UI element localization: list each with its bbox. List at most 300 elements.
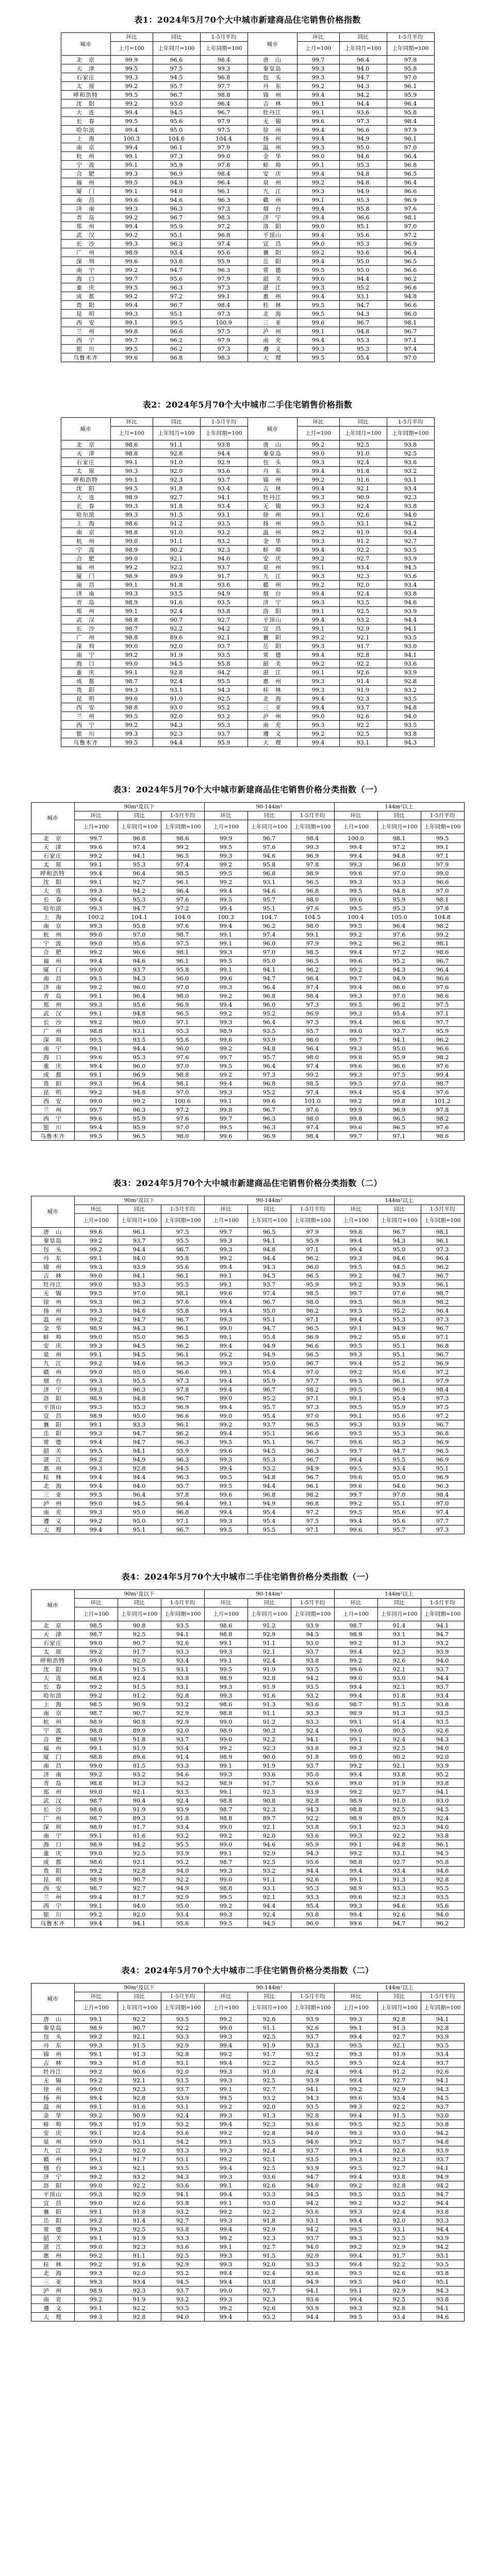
value-cell: 99.3 bbox=[204, 2032, 248, 2041]
table-row bbox=[61, 327, 434, 336]
value-cell: 99.2 bbox=[421, 930, 464, 939]
value-cell: 94.2 bbox=[118, 1840, 161, 1849]
value-cell: 99.1 bbox=[204, 2138, 248, 2146]
value-cell: 94.9 bbox=[161, 1884, 204, 1893]
value-cell: 95.9 bbox=[200, 738, 248, 747]
value-cell: 99.1 bbox=[74, 1254, 118, 1263]
value-cell: 99.3 bbox=[204, 1517, 248, 1526]
column-header: 同比 bbox=[377, 811, 421, 820]
value-cell: 94.6 bbox=[377, 1482, 421, 1490]
value-cell: 99.5 bbox=[334, 1377, 377, 1385]
city-cell: 深 圳 bbox=[31, 1036, 74, 1044]
value-cell: 99.1 bbox=[74, 2155, 118, 2164]
value-cell: 99.4 bbox=[110, 301, 153, 310]
value-cell: 93.9 bbox=[291, 2164, 334, 2173]
value-cell: 99.4 bbox=[297, 126, 339, 134]
value-cell: 97.7 bbox=[200, 82, 248, 91]
city-cell: 牡丹江 bbox=[248, 108, 297, 117]
value-cell: 96.1 bbox=[421, 1280, 464, 1289]
table-row bbox=[61, 686, 434, 694]
value-cell: 98.4 bbox=[421, 1385, 464, 1394]
value-cell: 99.6 bbox=[297, 275, 339, 283]
value-cell: 99.0 bbox=[110, 694, 153, 703]
city-cell: 泸 州 bbox=[31, 1499, 74, 1508]
table-row bbox=[31, 2076, 464, 2085]
value-cell: 91.9 bbox=[118, 2234, 161, 2243]
city-cell: 桂 林 bbox=[31, 2260, 74, 2269]
value-cell: 99.5 bbox=[297, 266, 339, 275]
value-cell: 98.1 bbox=[421, 895, 464, 904]
value-cell: 99.4 bbox=[297, 336, 339, 345]
value-cell: 96.1 bbox=[161, 1324, 204, 1333]
city-cell: 吉 林 bbox=[248, 484, 297, 493]
value-cell: 99.4 bbox=[74, 1665, 118, 1674]
value-cell: 94.6 bbox=[248, 852, 291, 860]
value-cell: 93.4 bbox=[339, 563, 387, 572]
value-cell: 99.3 bbox=[204, 1683, 248, 1691]
table-row bbox=[31, 1236, 464, 1245]
value-cell: 95.1 bbox=[421, 1464, 464, 1473]
value-cell: 92.9 bbox=[248, 2225, 291, 2234]
value-cell: 93.4 bbox=[161, 1656, 204, 1665]
city-cell: 合 肥 bbox=[31, 1735, 74, 1744]
city-cell: 大 连 bbox=[61, 493, 110, 502]
value-cell: 92.1 bbox=[118, 2164, 161, 2173]
value-cell: 93.8 bbox=[291, 1744, 334, 1753]
value-cell: 99.1 bbox=[204, 1656, 248, 1665]
value-cell: 96.4 bbox=[118, 1079, 161, 1088]
value-cell: 93.8 bbox=[421, 2208, 464, 2216]
column-header: 环比 bbox=[74, 811, 118, 820]
value-cell: 96.3 bbox=[248, 1123, 291, 1132]
value-cell: 95.9 bbox=[118, 1123, 161, 1132]
value-cell: 93.2 bbox=[200, 528, 248, 537]
value-cell: 95.9 bbox=[291, 1236, 334, 1245]
value-cell: 95.3 bbox=[118, 860, 161, 869]
value-cell: 99.5 bbox=[334, 2313, 377, 2321]
column-header: 环比 bbox=[74, 1992, 118, 2001]
column-subheader: 上月=100 bbox=[74, 1607, 118, 1621]
value-cell: 93.6 bbox=[161, 2243, 204, 2251]
value-cell: 93.5 bbox=[200, 519, 248, 528]
table-row bbox=[61, 292, 434, 301]
value-cell: 93.2 bbox=[291, 2050, 334, 2059]
city-cell: 重 庆 bbox=[31, 1062, 74, 1071]
city-cell: 唐 山 bbox=[248, 440, 297, 449]
value-cell: 99.2 bbox=[297, 633, 339, 642]
value-cell: 99.2 bbox=[110, 82, 153, 91]
value-cell: 91.0 bbox=[377, 1797, 421, 1805]
table-row bbox=[61, 161, 434, 170]
value-cell: 99.5 bbox=[74, 974, 118, 983]
city-cell: 沈 阳 bbox=[61, 99, 110, 108]
value-cell: 94.5 bbox=[421, 1849, 464, 1858]
value-cell: 92.6 bbox=[377, 1656, 421, 1665]
value-cell: 97.6 bbox=[291, 904, 334, 913]
value-cell: 98.6 bbox=[421, 948, 464, 957]
value-cell: 96.0 bbox=[161, 1044, 204, 1053]
value-cell: 99.3 bbox=[291, 843, 334, 852]
value-cell: 92.9 bbox=[339, 624, 387, 633]
value-cell: 99.8 bbox=[334, 1114, 377, 1123]
column-header: 1-5月平均 bbox=[161, 1599, 204, 1607]
value-cell: 99.3 bbox=[297, 677, 339, 686]
value-cell: 91.1 bbox=[153, 537, 200, 546]
table-row bbox=[31, 1832, 464, 1840]
value-cell: 104.1 bbox=[118, 913, 161, 922]
city-cell: 太 原 bbox=[31, 1648, 74, 1656]
table-row bbox=[31, 852, 464, 860]
value-cell: 93.1 bbox=[118, 2138, 161, 2146]
value-cell: 94.9 bbox=[421, 2173, 464, 2181]
value-cell: 95.4 bbox=[248, 1333, 291, 1342]
value-cell: 96.9 bbox=[291, 1333, 334, 1342]
table-row bbox=[61, 143, 434, 152]
column-header: 1-5月平均 bbox=[421, 811, 464, 820]
city-cell: 海 口 bbox=[31, 1840, 74, 1849]
value-cell: 99.1 bbox=[204, 939, 248, 948]
value-cell: 93.5 bbox=[387, 633, 434, 642]
value-cell: 93.8 bbox=[200, 607, 248, 616]
value-cell: 91.7 bbox=[118, 2155, 161, 2164]
value-cell: 99.6 bbox=[297, 318, 339, 327]
value-cell: 94.6 bbox=[421, 1867, 464, 1875]
value-cell: 93.7 bbox=[248, 1280, 291, 1289]
value-cell: 96.7 bbox=[339, 318, 387, 327]
city-cell: 金 华 bbox=[248, 152, 297, 161]
value-cell: 94.4 bbox=[118, 1473, 161, 1482]
value-cell: 92.3 bbox=[339, 694, 387, 703]
city-cell: 锦 州 bbox=[248, 476, 297, 484]
value-cell: 99.0 bbox=[334, 1753, 377, 1761]
column-subheader: 上年同期=100 bbox=[200, 427, 248, 440]
value-cell: 99.4 bbox=[297, 205, 339, 213]
value-cell: 99.2 bbox=[334, 1368, 377, 1377]
value-cell: 97.2 bbox=[161, 904, 204, 913]
value-cell: 99.1 bbox=[204, 1639, 248, 1648]
table-row bbox=[31, 1630, 464, 1639]
city-cell: 石家庄 bbox=[61, 73, 110, 82]
value-cell: 99.4 bbox=[74, 1062, 118, 1071]
table-row bbox=[31, 1867, 464, 1875]
value-cell: 92.4 bbox=[291, 1726, 334, 1735]
value-cell: 93.2 bbox=[248, 1867, 291, 1875]
value-cell: 99.5 bbox=[334, 1429, 377, 1438]
value-cell: 98.0 bbox=[291, 1053, 334, 1062]
city-cell: 北 海 bbox=[248, 310, 297, 318]
value-cell: 94.1 bbox=[291, 2085, 334, 2094]
table-row bbox=[31, 1893, 464, 1902]
table-row bbox=[61, 99, 434, 108]
value-cell: 99.4 bbox=[204, 1342, 248, 1350]
table-row bbox=[31, 1639, 464, 1648]
value-cell: 93.3 bbox=[161, 2032, 204, 2041]
value-cell: 94.5 bbox=[161, 1464, 204, 1473]
value-cell: 92.9 bbox=[118, 2190, 161, 2199]
value-cell: 99.2 bbox=[297, 476, 339, 484]
value-cell: 93.8 bbox=[161, 1674, 204, 1683]
value-cell: 99.0 bbox=[204, 2286, 248, 2295]
column-subheader: 上月=100 bbox=[297, 42, 339, 56]
value-cell: 92.5 bbox=[248, 1858, 291, 1867]
table-row bbox=[31, 1656, 464, 1665]
value-cell: 99.5 bbox=[334, 887, 377, 895]
header-subrow bbox=[31, 820, 464, 834]
value-cell: 92.1 bbox=[248, 2155, 291, 2164]
value-cell: 96.1 bbox=[118, 1228, 161, 1236]
city-cell: 遵 义 bbox=[248, 345, 297, 353]
city-cell: 济 南 bbox=[61, 205, 110, 213]
value-cell: 92.8 bbox=[291, 1797, 334, 1805]
value-cell: 93.3 bbox=[118, 1280, 161, 1289]
city-cell: 深 圳 bbox=[31, 1823, 74, 1832]
city-cell: 温 州 bbox=[248, 143, 297, 152]
value-cell: 93.2 bbox=[161, 2295, 204, 2304]
value-cell: 96.8 bbox=[161, 1508, 204, 1517]
city-cell: 成 都 bbox=[31, 1071, 74, 1079]
city-cell: 大 理 bbox=[31, 1526, 74, 1534]
table-row bbox=[31, 2251, 464, 2260]
value-cell: 94.1 bbox=[377, 1036, 421, 1044]
city-cell: 青 岛 bbox=[61, 213, 110, 222]
value-cell: 99.1 bbox=[110, 581, 153, 589]
table-row bbox=[31, 2085, 464, 2094]
value-cell: 99.6 bbox=[74, 1228, 118, 1236]
value-cell: 97.6 bbox=[421, 983, 464, 992]
value-cell: 94.7 bbox=[377, 1919, 421, 1928]
value-cell: 99.2 bbox=[74, 1315, 118, 1324]
value-cell: 92.1 bbox=[377, 1761, 421, 1770]
value-cell: 96.4 bbox=[421, 1307, 464, 1315]
value-cell: 99.3 bbox=[200, 64, 248, 73]
value-cell: 95.0 bbox=[118, 1412, 161, 1420]
value-cell: 93.6 bbox=[248, 1770, 291, 1779]
city-cell: 秦皇岛 bbox=[248, 449, 297, 458]
value-cell: 96.6 bbox=[421, 1044, 464, 1053]
value-cell: 99.2 bbox=[334, 1280, 377, 1289]
city-cell: 呼和浩特 bbox=[61, 476, 110, 484]
value-cell: 98.9 bbox=[334, 1797, 377, 1805]
value-cell: 99.2 bbox=[74, 1910, 118, 1919]
value-cell: 95.8 bbox=[387, 108, 434, 117]
city-cell: 泸 州 bbox=[31, 2286, 74, 2295]
value-cell: 94.1 bbox=[421, 2015, 464, 2024]
value-cell: 93.9 bbox=[421, 2234, 464, 2243]
value-cell: 98.6 bbox=[74, 1805, 118, 1814]
city-cell: 南 京 bbox=[31, 922, 74, 930]
value-cell: 95.3 bbox=[377, 1438, 421, 1447]
value-cell: 96.5 bbox=[161, 852, 204, 860]
value-cell: 99.2 bbox=[334, 1272, 377, 1280]
value-cell: 97.2 bbox=[200, 222, 248, 231]
city-cell: 杭 州 bbox=[61, 152, 110, 161]
value-cell: 98.7 bbox=[334, 1700, 377, 1709]
value-cell: 97.8 bbox=[200, 161, 248, 170]
table-row bbox=[61, 248, 434, 257]
city-cell: 成 都 bbox=[61, 292, 110, 301]
city-cell: 锦 州 bbox=[248, 91, 297, 99]
value-cell: 96.9 bbox=[153, 170, 200, 178]
value-cell: 99.4 bbox=[334, 2111, 377, 2120]
value-cell: 92.2 bbox=[161, 1875, 204, 1884]
value-cell: 99.3 bbox=[204, 852, 248, 860]
value-cell: 96.3 bbox=[153, 240, 200, 248]
value-cell: 99.0 bbox=[110, 659, 153, 668]
column-subheader: 上年同月=100 bbox=[248, 820, 291, 834]
value-cell: 91.1 bbox=[248, 1709, 291, 1718]
value-cell: 99.5 bbox=[74, 1132, 118, 1141]
value-cell: 96.4 bbox=[200, 99, 248, 108]
value-cell: 96.7 bbox=[421, 1272, 464, 1280]
value-cell: 92.8 bbox=[421, 2024, 464, 2032]
value-cell: 99.4 bbox=[204, 904, 248, 913]
city-cell: 大 理 bbox=[248, 738, 297, 747]
value-cell: 92.1 bbox=[153, 554, 200, 563]
value-cell: 99.2 bbox=[161, 843, 204, 852]
table-row bbox=[61, 449, 434, 458]
table-row bbox=[31, 1254, 464, 1263]
table-row bbox=[31, 2181, 464, 2190]
value-cell: 99.1 bbox=[110, 458, 153, 467]
column-subheader: 上年同期=100 bbox=[291, 2001, 334, 2015]
column-subheader: 上年同月=100 bbox=[248, 1607, 291, 1621]
table-row bbox=[31, 2146, 464, 2155]
value-cell: 99.0 bbox=[297, 449, 339, 458]
value-cell: 99.3 bbox=[74, 2225, 118, 2234]
value-cell: 93.8 bbox=[161, 2225, 204, 2234]
value-cell: 99.4 bbox=[297, 467, 339, 476]
value-cell: 92.8 bbox=[118, 2094, 161, 2103]
value-cell: 99.6 bbox=[297, 117, 339, 126]
value-cell: 99.0 bbox=[204, 1324, 248, 1333]
value-cell: 92.2 bbox=[377, 1832, 421, 1840]
value-cell: 93.3 bbox=[421, 2216, 464, 2225]
value-cell: 93.8 bbox=[421, 2269, 464, 2278]
value-cell: 98.8 bbox=[200, 91, 248, 99]
city-cell: 济 南 bbox=[31, 983, 74, 992]
table-row bbox=[31, 1114, 464, 1123]
city-cell: 蚌 埠 bbox=[248, 161, 297, 170]
value-cell: 99.6 bbox=[204, 1289, 248, 1298]
value-cell: 99.1 bbox=[110, 318, 153, 327]
value-cell: 93.4 bbox=[200, 502, 248, 511]
value-cell: 94.2 bbox=[339, 91, 387, 99]
value-cell: 97.2 bbox=[387, 231, 434, 240]
column-header: 同比 bbox=[118, 1205, 161, 1214]
value-cell: 99.4 bbox=[334, 1245, 377, 1254]
value-cell: 99.0 bbox=[204, 1840, 248, 1849]
value-cell: 95.8 bbox=[118, 922, 161, 930]
city-cell: 长 沙 bbox=[61, 624, 110, 633]
value-cell: 92.3 bbox=[377, 1893, 421, 1902]
value-cell: 95.5 bbox=[161, 1236, 204, 1245]
column-header: 环比 bbox=[204, 811, 248, 820]
value-cell: 99.2 bbox=[204, 2304, 248, 2313]
table-row bbox=[31, 1289, 464, 1298]
city-cell: 海 口 bbox=[31, 1053, 74, 1062]
value-cell: 95.0 bbox=[118, 1368, 161, 1377]
table-row bbox=[31, 1902, 464, 1910]
value-cell: 96.0 bbox=[161, 974, 204, 983]
value-cell: 99.7 bbox=[334, 1132, 377, 1141]
value-cell: 95.8 bbox=[248, 860, 291, 869]
value-cell: 89.3 bbox=[118, 1814, 161, 1823]
value-cell: 99.1 bbox=[297, 624, 339, 633]
city-cell: 银 川 bbox=[61, 345, 110, 353]
value-cell: 93.1 bbox=[161, 2155, 204, 2164]
value-cell: 90.7 bbox=[118, 2024, 161, 2032]
value-cell: 94.0 bbox=[161, 2313, 204, 2321]
value-cell: 99.3 bbox=[110, 467, 153, 476]
table-title: 表3：2024年5月70个大中城市新建商品住宅销售价格分类指数（二） bbox=[112, 1178, 383, 1188]
value-cell: 99.4 bbox=[334, 2216, 377, 2225]
value-cell: 93.2 bbox=[161, 2208, 204, 2216]
value-cell: 94.1 bbox=[118, 1272, 161, 1280]
value-cell: 93.5 bbox=[248, 2138, 291, 2146]
value-cell: 93.2 bbox=[118, 1770, 161, 1779]
value-cell: 96.2 bbox=[161, 1342, 204, 1350]
value-cell: 99.1 bbox=[74, 2129, 118, 2138]
value-cell: 94.9 bbox=[248, 1499, 291, 1508]
value-cell: 97.1 bbox=[377, 1132, 421, 1141]
city-cell: 天 津 bbox=[31, 843, 74, 852]
value-cell: 99.3 bbox=[297, 686, 339, 694]
value-cell: 96.1 bbox=[161, 878, 204, 887]
value-cell: 91.4 bbox=[377, 1718, 421, 1726]
column-header: 环比 bbox=[334, 1992, 377, 2001]
value-cell: 92.5 bbox=[339, 440, 387, 449]
value-cell: 96.2 bbox=[421, 1919, 464, 1928]
value-cell: 92.8 bbox=[153, 668, 200, 677]
value-cell: 99.3 bbox=[204, 1315, 248, 1324]
table-row bbox=[31, 2260, 464, 2269]
value-cell: 99.0 bbox=[74, 1656, 118, 1665]
column-subheader: 上月=100 bbox=[334, 1214, 377, 1228]
city-cell: 湛 江 bbox=[248, 283, 297, 292]
city-cell: 昆 明 bbox=[31, 1088, 74, 1097]
city-cell: 赣 州 bbox=[31, 1368, 74, 1377]
city-cell: 南 京 bbox=[31, 1709, 74, 1718]
value-cell: 98.7 bbox=[334, 1621, 377, 1630]
value-cell: 99.2 bbox=[74, 1088, 118, 1097]
value-cell: 93.5 bbox=[291, 2155, 334, 2164]
value-cell: 95.6 bbox=[153, 117, 200, 126]
value-cell: 99.2 bbox=[74, 1683, 118, 1691]
table-row bbox=[31, 1027, 464, 1036]
value-cell: 93.8 bbox=[291, 1910, 334, 1919]
value-cell: 99.4 bbox=[334, 1867, 377, 1875]
column-subheader: 上年同月=100 bbox=[377, 820, 421, 834]
value-cell: 98.5 bbox=[291, 948, 334, 957]
city-cell: 哈尔滨 bbox=[31, 1691, 74, 1700]
value-cell: 92.4 bbox=[377, 2059, 421, 2067]
value-cell: 94.2 bbox=[118, 887, 161, 895]
value-cell: 93.5 bbox=[291, 1683, 334, 1691]
value-cell: 93.5 bbox=[200, 598, 248, 607]
table-row bbox=[31, 2129, 464, 2138]
city-cell: 安 庆 bbox=[248, 554, 297, 563]
value-cell: 99.5 bbox=[74, 1036, 118, 1044]
value-cell: 97.2 bbox=[153, 292, 200, 301]
value-cell: 94.1 bbox=[161, 1630, 204, 1639]
value-cell: 92.0 bbox=[377, 2216, 421, 2225]
value-cell: 99.4 bbox=[297, 694, 339, 703]
city-cell: 韶 关 bbox=[248, 659, 297, 668]
value-cell: 99.0 bbox=[74, 2085, 118, 2094]
table-row bbox=[31, 1797, 464, 1805]
value-cell: 91.4 bbox=[339, 677, 387, 686]
value-cell: 99.2 bbox=[118, 1097, 161, 1106]
